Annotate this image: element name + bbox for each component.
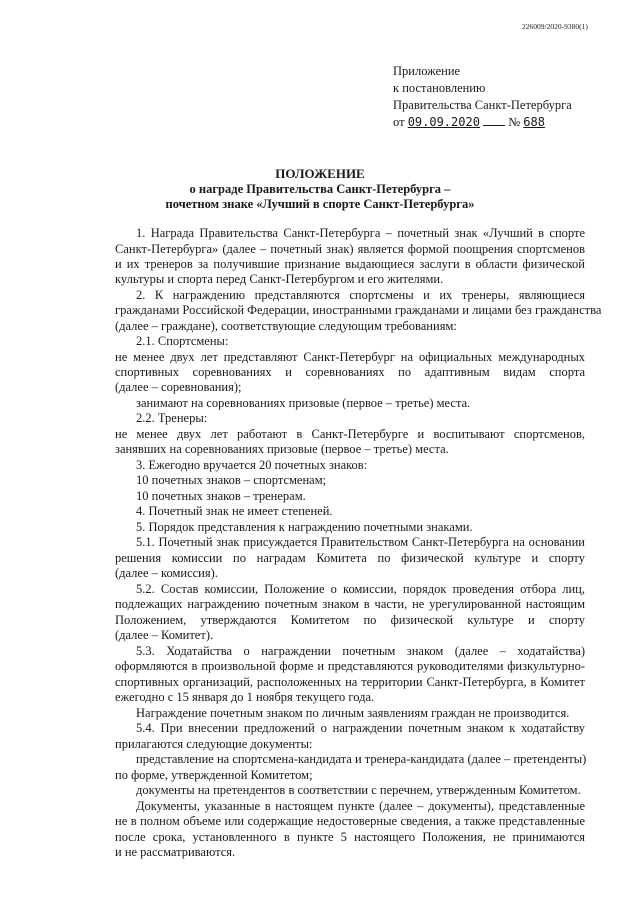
title-line-2: о награде Правительства Санкт-Петербурга – xyxy=(189,181,451,196)
text-line: представление на спортсмена-кандидата и тренера-кандидата (далее – претенденты) xyxy=(136,752,587,766)
title-line-1: ПОЛОЖЕНИЕ xyxy=(275,166,365,181)
document-title xyxy=(0,166,640,213)
text-line: спортивных соревнованиях и соревнованиях по адаптивным видам спорта xyxy=(115,365,585,379)
annex-date-underline xyxy=(483,125,505,126)
text-line: после срока, установленного в пункте 5 настоящего Положения, не принимаются xyxy=(115,830,585,844)
annex-date-prefix: от xyxy=(393,115,405,129)
annex-date-line xyxy=(393,114,572,131)
text-line: 3. Ежегодно вручается 20 почетных знаков: xyxy=(136,458,368,472)
text-line: прилагаются следующие документы: xyxy=(115,737,313,751)
text-line: (далее – Комитет). xyxy=(115,628,214,642)
text-line: (далее – соревнования); xyxy=(115,380,242,394)
annex-number: 688 xyxy=(523,115,545,129)
text-line: 5.3. Ходатайства о награждении почетным знаком (далее – ходатайства) xyxy=(136,644,585,658)
annex-line-1: Приложение xyxy=(393,64,461,78)
text-line: гражданами Российской Федерации, иностранными гражданами и лицами без гражданства xyxy=(115,303,602,317)
text-line: (далее – комиссия). xyxy=(115,566,218,580)
text-line: не менее двух лет работают в Санкт-Петербурге и воспитывают спортсменов, xyxy=(115,427,585,441)
text-line: 1. Награда Правительства Санкт-Петербурга – почетный знак «Лучший в спорте xyxy=(136,226,585,240)
text-line: занимают на соревнованиях призовые (первое – третье) места. xyxy=(136,396,471,410)
text-line: Положением, утверждаются Комитетом по физической культуре и спорту xyxy=(115,613,585,627)
annex-line-3: Правительства Санкт-Петербурга xyxy=(393,98,572,112)
annex-number-prefix: № xyxy=(508,115,521,129)
text-line: 5.1. Почетный знак присуждается Правительством Санкт-Петербурга на основании xyxy=(136,535,585,549)
text-line: 4. Почетный знак не имеет степеней. xyxy=(136,504,333,518)
text-line: 10 почетных знаков – спортсменам; xyxy=(136,473,327,487)
text-line: 5. Порядок представления к награждению почетными знаками. xyxy=(136,520,473,534)
text-line: Документы, указанные в настоящем пункте (далее – документы), представленные xyxy=(136,799,585,813)
text-line: 10 почетных знаков – тренерам. xyxy=(136,489,306,503)
annex-date: 09.09.2020 xyxy=(407,115,480,129)
text-line: 2. К награждению представляются спортсмены и их тренеры, являющиеся xyxy=(136,288,585,302)
text-line: решения комиссии по наградам Комитета по физической культуре и спорту xyxy=(115,551,585,565)
text-line: культуры и спорта перед Санкт-Петербургом и его жителями. xyxy=(115,272,444,286)
title-line-3: почетном знаке «Лучший в спорте Санкт-Петербурга» xyxy=(165,197,475,211)
text-line: по форме, утвержденной Комитетом; xyxy=(115,768,313,782)
annex-block xyxy=(393,63,572,131)
text-line: 2.2. Тренеры: xyxy=(136,411,208,425)
text-line: и не рассматриваются. xyxy=(115,845,236,859)
text-line: Награждение почетным знаком по личным заявлениям граждан не производится. xyxy=(136,706,570,720)
text-line: оформляются в произвольной форме и представляются руководителями физкультурно- xyxy=(115,659,585,673)
text-line: и их тренеров за получившие признание выдающиеся заслуги в области физической xyxy=(115,257,585,271)
annex-line-2: к постановлению xyxy=(393,81,486,95)
text-line: занявших на соревнованиях призовые (первое – третье) места. xyxy=(115,442,449,456)
text-line: Санкт-Петербурга» (далее – почетный знак) является формой поощрения спортсменов xyxy=(115,242,585,256)
text-line: подлежащих награждению почетным знаком в части, не урегулированной настоящим xyxy=(115,597,585,611)
text-line: спортивных организаций, расположенных на территории Санкт-Петербурга, в Комитет xyxy=(115,675,585,689)
text-line: ежегодно с 15 января до 1 ноября текущего года. xyxy=(115,690,375,704)
text-line: 2.1. Спортсмены: xyxy=(136,334,229,348)
text-line: не в полном объеме или содержащие недостоверные сведения, а также представленные xyxy=(115,814,585,828)
text-line: (далее – граждане), соответствующие следующим требованиям: xyxy=(115,319,457,333)
text-line: 5.2. Состав комиссии, Положение о комиссии, порядок проведения отбора лиц, xyxy=(136,582,585,596)
text-line: не менее двух лет представляют Санкт-Петербург на официальных международных xyxy=(115,350,585,364)
text-line: 5.4. При внесении предложений о награждении почетным знаком к ходатайству xyxy=(136,721,585,735)
text-line: документы на претендентов в соответствии с перечнем, утвержденным Комитетом. xyxy=(136,783,581,797)
document-number: 226009/2020-9380(1) xyxy=(522,22,588,31)
